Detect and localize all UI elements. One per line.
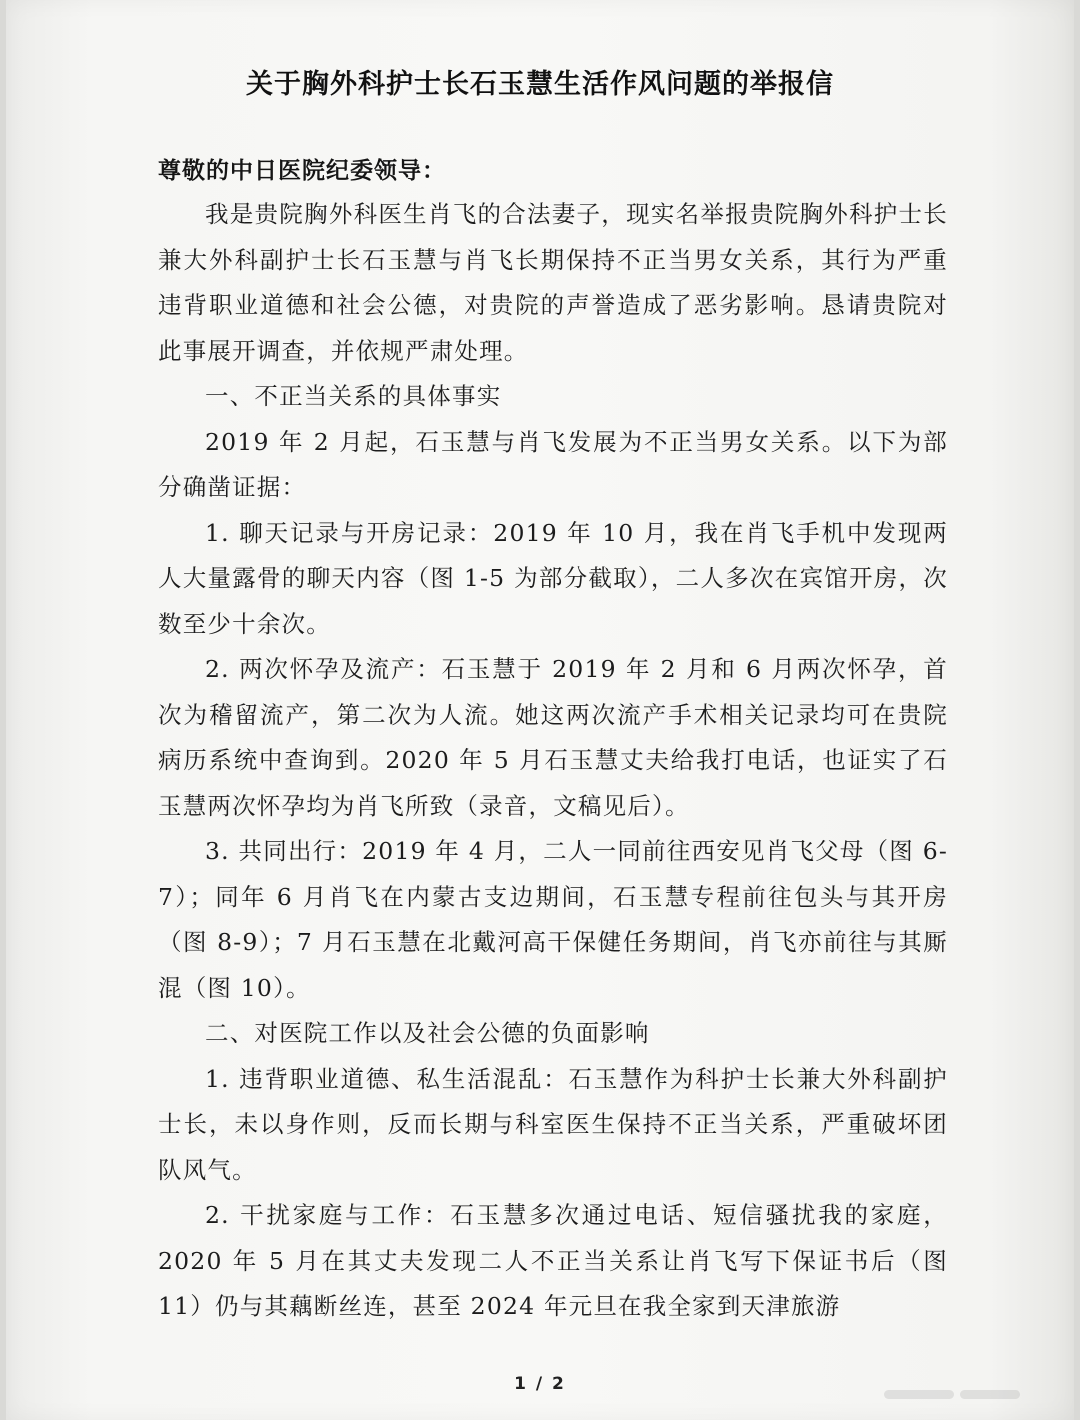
- section-heading-1: 一、不正当关系的具体事实: [205, 382, 502, 410]
- section-heading-2: 二、对医院工作以及社会公德的负面影响: [205, 1019, 650, 1047]
- paragraph-evidence-3: 3. 共同出行：2019 年 4 月，二人一同前往西安见肖飞父母（图 6-7）；同年 6 月肖飞在内蒙古支边期间，石玉慧专程前往包头与其开房（图 8-9）；7 月石玉慧在北戴河高干保健任务期间，肖飞亦前往与其厮混（图 10）。: [158, 837, 948, 1002]
- document-title: 关于胸外科护士长石玉慧生活作风问题的举报信: [246, 69, 834, 100]
- paragraph-impact-1: 1. 违背职业道德、私生活混乱：石玉慧作为科护士长兼大外科副护士长，未以身作则，反而长期与科室医生保持不正当关系，严重破坏团队风气。: [158, 1064, 948, 1184]
- paragraph-intro: 我是贵院胸外科医生肖飞的合法妻子，现实名举报贵院胸外科护士长兼大外科副护士长石玉慧与肖飞长期保持不正当男女关系，其行为严重违背职业道德和社会公德，对贵院的声誉造成了恶劣影响。恳请贵院对此事展开调查，并依规严肃处理。: [158, 200, 948, 365]
- paragraph-evidence-2: 2. 两次怀孕及流产：石玉慧于 2019 年 2 月和 6 月两次怀孕，首次为稽留流产，第二次为人流。她这两次流产手术相关记录均可在贵院病历系统中查询到。2020 年 5 月石玉慧丈夫给我打电话，也证实了石玉慧两次怀孕均为肖飞所致（录音，文稿见后）。: [158, 655, 948, 820]
- page-number: 1 / 2: [514, 1374, 566, 1394]
- salutation: 尊敬的中日医院纪委领导：: [158, 158, 446, 184]
- letter-body: [158, 192, 948, 1330]
- watermark-mark: [884, 1386, 1044, 1402]
- paragraph-impact-2: 2. 干扰家庭与工作：石玉慧多次通过电话、短信骚扰我的家庭，2020 年 5 月在其丈夫发现二人不正当关系让肖飞写下保证书后（图 11）仍与其藕断丝连，甚至 2024 年元旦在我全家到天津旅游: [158, 1201, 948, 1320]
- document-page: [6, 0, 1074, 1420]
- paragraph-facts-intro: 2019 年 2 月起，石玉慧与肖飞发展为不正当男女关系。以下为部分确凿证据：: [158, 427, 948, 501]
- paragraph-evidence-1: 1. 聊天记录与开房记录：2019 年 10 月，我在肖飞手机中发现两人大量露骨的聊天内容（图 1-5 为部分截取），二人多次在宾馆开房，次数至少十余次。: [158, 518, 948, 638]
